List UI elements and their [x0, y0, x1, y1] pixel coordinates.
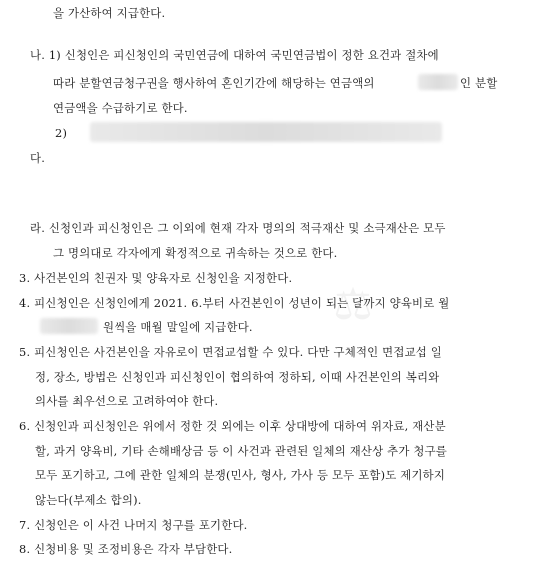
- text-line: 7. 신청인은 이 사건 나머지 청구를 포기한다.: [19, 518, 248, 532]
- redacted-block: [90, 122, 442, 142]
- text-line: 나. 1) 신청인은 피신청인의 국민연금에 대하여 국민연금법이 정한 요건과 절차에: [30, 48, 439, 62]
- text-line: 따라 분할연금청구권을 행사하여 혼인기간에 해당하는 연금액의: [53, 76, 375, 90]
- text-line: 8. 신청비용 및 조정비용은 각자 부담한다.: [19, 542, 233, 556]
- text-line: 모두 포기하고, 그에 관한 일체의 분쟁(민사, 형사, 가사 등 모두 포함)도 제기하지: [35, 468, 446, 482]
- text-line: 을 가산하여 지급한다.: [53, 6, 166, 20]
- watermark: ⚖: [333, 279, 373, 330]
- text-line: 의사를 최우선으로 고려하여야 한다.: [35, 394, 219, 408]
- text-line: 정, 장소, 방법은 신청인과 피신청인이 협의하여 정하되, 이때 사건본인의 복리와: [35, 370, 440, 384]
- text-line: 라. 신청인과 피신청인은 그 이외에 현재 각자 명의의 적극재산 및 소극재산은 모두: [30, 221, 446, 235]
- text-line: 인 분할: [460, 76, 498, 90]
- text-line: 4. 피신청인은 신청인에게 2021. 6.부터 사건본인이 성년이 되는 달까지 양육비로 월: [19, 296, 450, 310]
- text-line: 6. 신청인과 피신청인은 위에서 정한 것 외에는 이후 상대방에 대하여 위자료, 재산분: [19, 419, 446, 433]
- text-line: 않는다(부제소 합의).: [35, 493, 142, 507]
- redacted-amount: [40, 318, 98, 334]
- text-line: 연금액을 수급하기로 한다.: [53, 101, 188, 115]
- text-line: 5. 피신청인은 사건본인을 자유로이 면접교섭할 수 있다. 다만 구체적인 면접교섭 일: [19, 345, 443, 359]
- text-line: 2): [55, 126, 68, 140]
- text-line: 다.: [30, 151, 46, 165]
- text-line: 3. 사건본인의 친권자 및 양육자로 신청인을 지정한다.: [19, 271, 293, 285]
- text-line: 원씩을 매월 말일에 지급한다.: [103, 320, 253, 334]
- text-line: 할, 과거 양육비, 기타 손해배상금 등 이 사건과 관련된 일체의 재산상 추가 청구를: [35, 444, 447, 458]
- text-line: 그 명의대로 각자에게 확정적으로 귀속하는 것으로 한다.: [53, 246, 338, 260]
- redacted-amount: [418, 74, 458, 90]
